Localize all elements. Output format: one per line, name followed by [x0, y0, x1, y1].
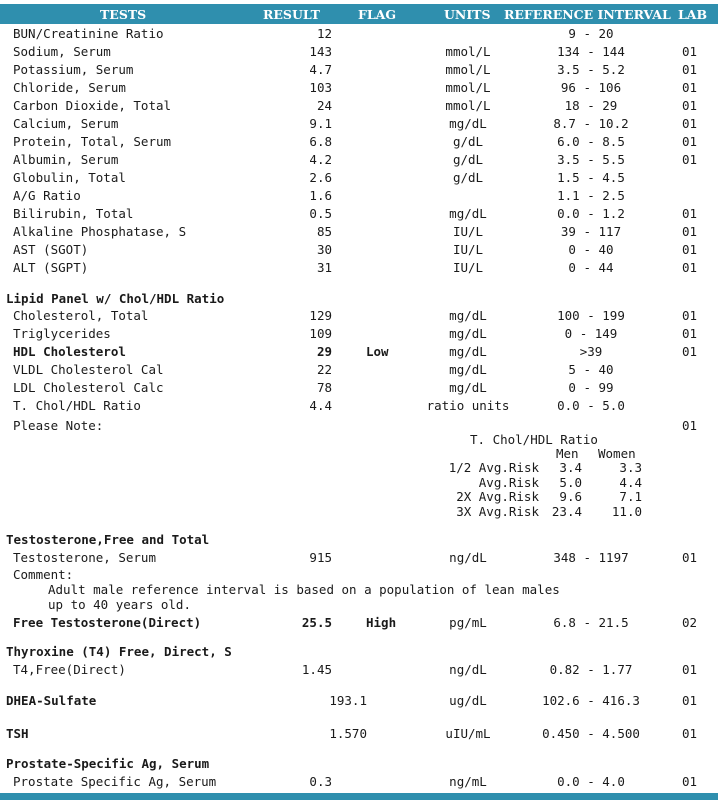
test-result: 143	[309, 44, 332, 59]
test-name: Free Testosterone(Direct)	[13, 615, 202, 630]
test-lab: 01	[682, 326, 698, 341]
test-lab: 01	[682, 550, 698, 565]
ratio-men-value: 5.0	[559, 474, 582, 490]
test-reference: 6.0 - 8.5	[557, 134, 625, 149]
test-units: mmol/L	[445, 62, 491, 77]
test-lab: 01	[682, 260, 698, 275]
header-lab: LAB	[678, 7, 708, 22]
test-lab: 01	[682, 774, 698, 789]
test-result: 2.6	[309, 170, 332, 185]
test-lab: 01	[682, 242, 698, 257]
test-result: 129	[309, 308, 332, 323]
table-row	[0, 692, 718, 710]
test-units: mmol/L	[445, 98, 491, 113]
test-units: mg/dL	[449, 362, 487, 377]
table-row	[0, 614, 718, 632]
test-units: mg/dL	[449, 380, 487, 395]
table-row	[0, 773, 718, 791]
test-units: mg/dL	[449, 344, 487, 359]
test-result: 0.5	[309, 206, 332, 221]
test-lab: 01	[682, 134, 698, 149]
test-reference: >39	[579, 344, 603, 359]
test-lab: 01	[682, 116, 698, 131]
test-name: Testosterone, Serum	[13, 550, 156, 565]
test-result: 9.1	[309, 116, 332, 131]
table-row	[0, 325, 718, 343]
test-reference: 18 - 29	[564, 98, 618, 113]
footer-bar	[0, 793, 718, 800]
test-lab: 01	[682, 344, 698, 359]
comment-line-2: up to 40 years old.	[48, 597, 191, 612]
table-row	[0, 25, 718, 43]
test-units: IU/L	[452, 260, 484, 275]
test-name: Bilirubin, Total	[13, 206, 134, 221]
test-name: T. Chol/HDL Ratio	[13, 398, 141, 413]
test-name: Protein, Total, Serum	[13, 134, 172, 149]
test-reference: 3.5 - 5.2	[557, 62, 625, 77]
table-row	[0, 549, 718, 567]
test-units: uIU/mL	[445, 726, 491, 741]
test-lab: 01	[682, 80, 698, 95]
test-result: 109	[309, 326, 332, 341]
table-row	[0, 61, 718, 79]
test-lab: 01	[682, 62, 698, 77]
test-name: VLDL Cholesterol Cal	[13, 362, 164, 377]
test-result: 25.5	[301, 615, 332, 630]
test-reference: 96 - 106	[560, 80, 622, 95]
header-reference: REFERENCE INTERVAL	[504, 7, 671, 22]
table-row	[0, 307, 718, 325]
ratio-risk-label: 1/2 Avg.Risk	[448, 460, 539, 475]
test-name: Potassium, Serum	[13, 62, 134, 77]
test-reference: 5 - 40	[568, 362, 614, 377]
table-row	[0, 115, 718, 133]
test-units: mmol/L	[445, 80, 491, 95]
test-result: 4.4	[309, 398, 332, 413]
test-name: Chloride, Serum	[13, 80, 126, 95]
test-lab: 01	[682, 693, 698, 708]
test-units: mmol/L	[445, 44, 491, 59]
test-name: Cholesterol, Total	[13, 308, 149, 323]
testosterone-section-title: Testosterone,Free and Total	[6, 532, 210, 547]
test-name: LDL Cholesterol Calc	[13, 380, 164, 395]
test-lab: 02	[682, 615, 698, 630]
test-name: ALT (SGPT)	[13, 260, 89, 275]
test-reference: 0 - 40	[568, 242, 614, 257]
header-units: UNITS	[444, 7, 491, 22]
table-row	[0, 259, 718, 277]
test-reference: 0.82 - 1.77	[549, 662, 633, 677]
test-name: A/G Ratio	[13, 188, 81, 203]
ratio-men-value: 3.4	[559, 460, 582, 475]
test-name: TSH	[6, 726, 29, 741]
test-name: AST (SGOT)	[13, 242, 89, 257]
test-reference: 100 - 199	[557, 308, 625, 323]
table-row	[0, 241, 718, 259]
table-row	[0, 361, 718, 379]
test-reference: 0.0 - 5.0	[557, 398, 625, 413]
test-reference: 9 - 20	[568, 26, 614, 41]
table-row	[0, 79, 718, 97]
ratio-women-value: 11.0	[611, 503, 642, 519]
test-lab: 01	[682, 224, 698, 239]
test-name: Albumin, Serum	[13, 152, 119, 167]
ratio-risk-label: Avg.Risk	[478, 474, 539, 490]
test-units: pg/mL	[449, 615, 487, 630]
ratio-men-header: Men	[556, 446, 579, 461]
test-lab: 01	[682, 308, 698, 323]
lipid-note-label: Please Note:	[13, 418, 104, 433]
header-flag: FLAG	[358, 7, 397, 22]
test-flag: High	[366, 615, 397, 630]
test-reference: 0.0 - 1.2	[557, 206, 625, 221]
test-name: T4,Free(Direct)	[13, 662, 126, 677]
ratio-men-value: 23.4	[551, 503, 582, 519]
test-units: IU/L	[452, 224, 484, 239]
test-reference: 0 - 44	[568, 260, 614, 275]
ratio-risk-label: 3X Avg.Risk	[456, 503, 539, 519]
ratio-men-value: 9.6	[559, 489, 582, 504]
test-lab: 01	[682, 662, 698, 677]
test-result: 12	[316, 26, 332, 41]
test-result: 31	[316, 260, 332, 275]
ratio-women-header: Women	[598, 446, 636, 461]
test-units: ug/dL	[449, 693, 487, 708]
test-reference: 348 - 1197	[553, 550, 629, 565]
test-units: mg/dL	[449, 326, 487, 341]
test-reference: 1.1 - 2.5	[557, 188, 625, 203]
test-units: ratio units	[426, 398, 510, 413]
test-reference: 8.7 - 10.2	[553, 116, 629, 131]
test-units: ng/dL	[449, 662, 487, 677]
test-result: 103	[309, 80, 332, 95]
test-result: 1.6	[309, 188, 332, 203]
table-row	[0, 169, 718, 187]
test-lab: 01	[682, 98, 698, 113]
thyroxine-section-title: Thyroxine (T4) Free, Direct, S	[6, 644, 232, 659]
comment-line-1: Adult male reference interval is based on a population of lean males	[48, 582, 560, 597]
test-lab: 01	[682, 152, 698, 167]
test-name: DHEA-Sulfate	[6, 693, 97, 708]
table-row	[0, 397, 718, 415]
test-reference: 6.8 - 21.5	[553, 615, 629, 630]
test-result: 22	[316, 362, 332, 377]
test-lab: 01	[682, 726, 698, 741]
psa-section-title: Prostate-Specific Ag, Serum	[6, 756, 210, 771]
lipid-section-title: Lipid Panel w/ Chol/HDL Ratio	[6, 291, 225, 306]
test-name: Carbon Dioxide, Total	[13, 98, 172, 113]
test-name: Sodium, Serum	[13, 44, 111, 59]
test-reference: 3.5 - 5.5	[557, 152, 625, 167]
test-result: 24	[316, 98, 332, 113]
test-flag: Low	[366, 344, 389, 359]
test-name: Alkaline Phosphatase, S	[13, 224, 187, 239]
test-name: HDL Cholesterol	[13, 344, 126, 359]
test-units: ng/dL	[449, 550, 487, 565]
header-result: RESULT	[263, 7, 320, 22]
test-result: 29	[316, 344, 332, 359]
test-units: ng/mL	[449, 774, 487, 789]
table-row	[0, 223, 718, 241]
test-reference: 0 - 99	[568, 380, 614, 395]
comment-label: Comment:	[13, 567, 74, 582]
test-lab: 01	[682, 44, 698, 59]
test-reference: 134 - 144	[557, 44, 625, 59]
test-name: Triglycerides	[13, 326, 111, 341]
ratio-table-title: T. Chol/HDL Ratio	[470, 432, 598, 447]
ratio-women-value: 3.3	[619, 460, 642, 475]
table-row	[0, 43, 718, 61]
test-reference: 0.0 - 4.0	[557, 774, 625, 789]
test-result: 4.2	[309, 152, 332, 167]
table-row	[0, 725, 718, 743]
test-reference: 0 - 149	[564, 326, 618, 341]
test-name: BUN/Creatinine Ratio	[13, 26, 164, 41]
header-tests: TESTS	[100, 7, 147, 22]
test-result: 85	[316, 224, 332, 239]
table-row	[0, 343, 718, 361]
table-row	[0, 187, 718, 205]
test-result: 78	[316, 380, 332, 395]
table-row	[0, 133, 718, 151]
test-name: Prostate Specific Ag, Serum	[13, 774, 217, 789]
test-result: 30	[316, 242, 332, 257]
test-result: 193.1	[329, 693, 367, 708]
ratio-women-value: 4.4	[619, 474, 642, 490]
test-reference: 0.450 - 4.500	[542, 726, 640, 741]
lipid-note-lab: 01	[682, 418, 698, 433]
test-reference: 39 - 117	[560, 224, 622, 239]
test-units: g/dL	[452, 170, 484, 185]
test-reference: 102.6 - 416.3	[542, 693, 640, 708]
test-name: Globulin, Total	[13, 170, 126, 185]
test-units: g/dL	[452, 134, 484, 149]
test-name: Calcium, Serum	[13, 116, 119, 131]
test-units: mg/dL	[449, 206, 487, 221]
table-row	[0, 661, 718, 679]
test-lab: 01	[682, 206, 698, 221]
test-units: mg/dL	[449, 116, 487, 131]
table-row	[0, 379, 718, 397]
test-result: 4.7	[309, 62, 332, 77]
test-units: mg/dL	[449, 308, 487, 323]
table-row	[0, 205, 718, 223]
ratio-women-value: 7.1	[619, 489, 642, 504]
ratio-risk-label: 2X Avg.Risk	[456, 489, 539, 504]
table-header	[0, 4, 718, 24]
test-units: g/dL	[452, 152, 484, 167]
test-result: 1.45	[301, 662, 332, 677]
table-row	[0, 97, 718, 115]
test-result: 6.8	[309, 134, 332, 149]
test-reference: 1.5 - 4.5	[557, 170, 625, 185]
table-row	[0, 151, 718, 169]
test-result: 0.3	[309, 774, 332, 789]
test-units: IU/L	[452, 242, 484, 257]
test-result: 1.570	[329, 726, 367, 741]
test-result: 915	[309, 550, 332, 565]
